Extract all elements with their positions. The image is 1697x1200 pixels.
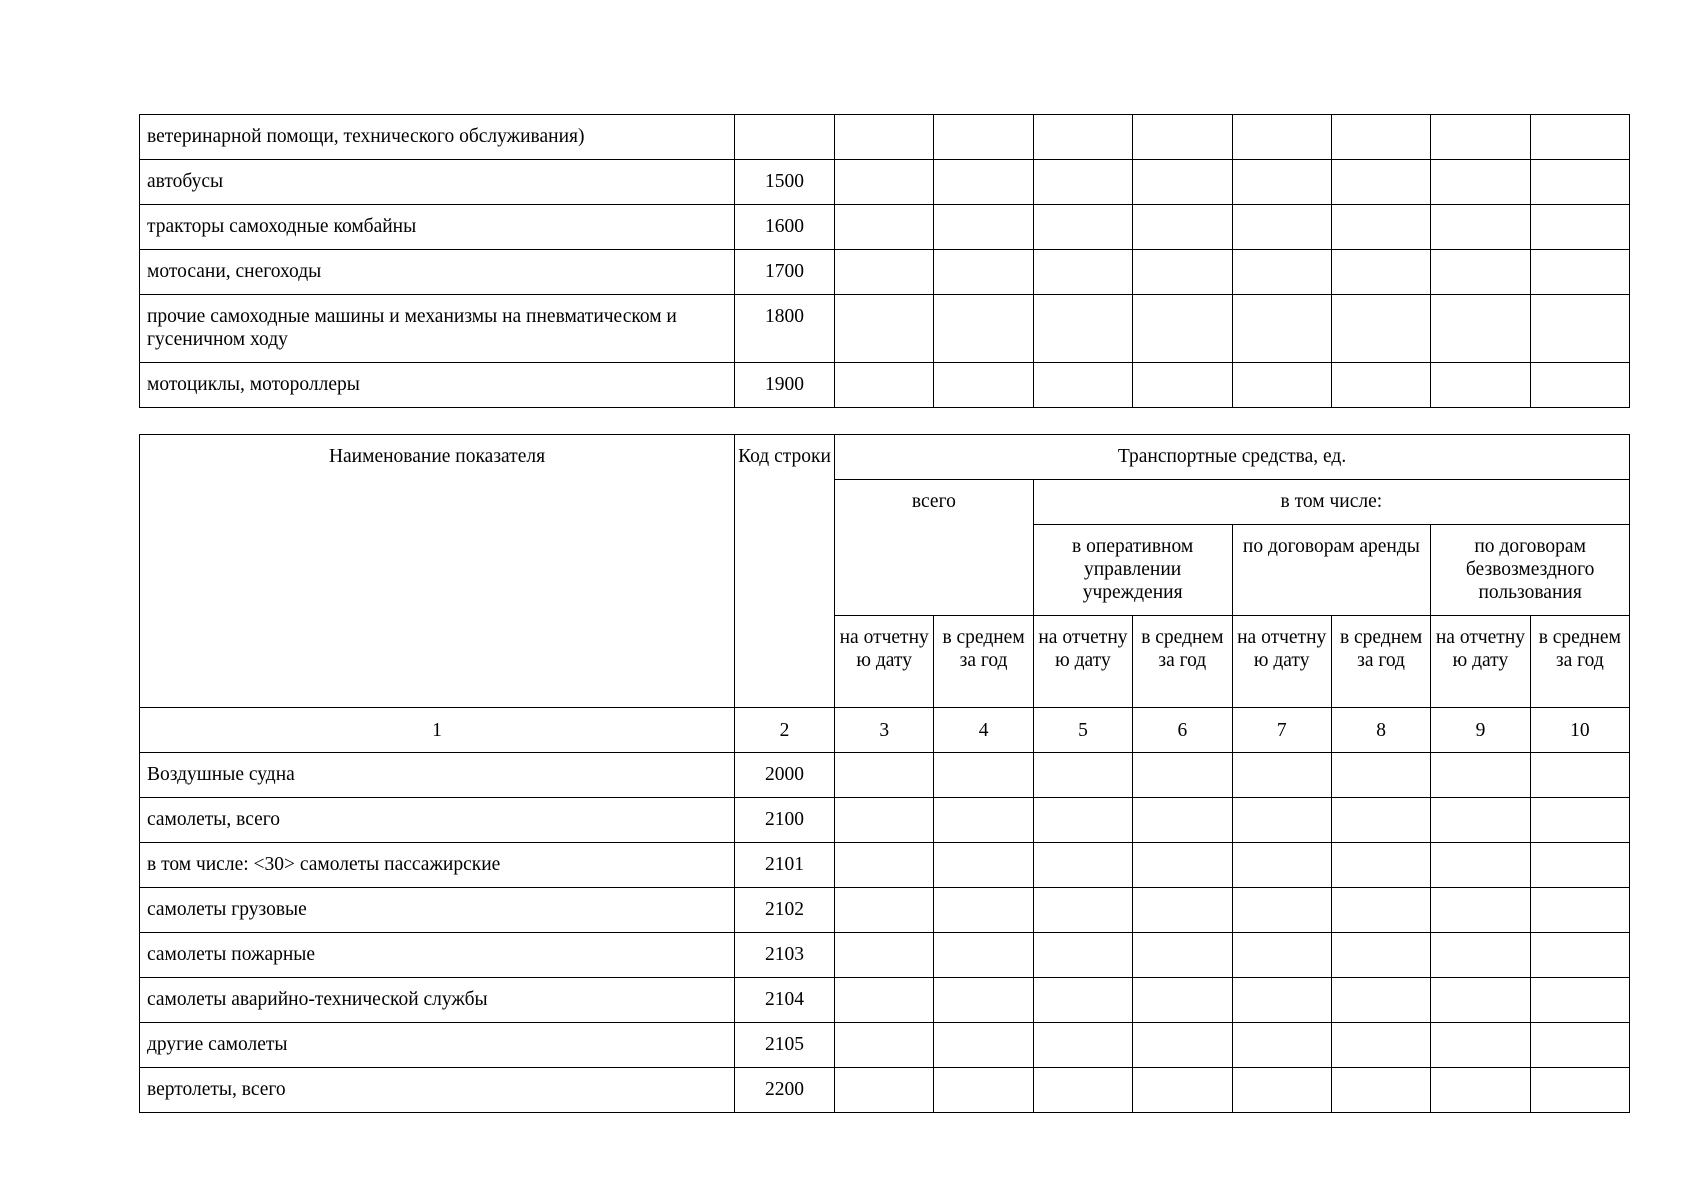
- header-lease: по договорам аренды: [1232, 525, 1431, 616]
- data-cell[interactable]: [1232, 798, 1331, 843]
- data-cell[interactable]: [1033, 1023, 1132, 1068]
- column-number: 5: [1033, 708, 1132, 753]
- row-name: в том числе: <30> самолеты пассажирские: [140, 843, 735, 888]
- row-name: Воздушные судна: [140, 753, 735, 798]
- row-name: самолеты аварийно-технической службы: [140, 978, 735, 1023]
- data-cell[interactable]: [1331, 753, 1430, 798]
- data-cell[interactable]: [1331, 978, 1430, 1023]
- data-cell[interactable]: [1331, 205, 1430, 250]
- data-cell[interactable]: [1331, 933, 1430, 978]
- data-cell[interactable]: [1033, 843, 1132, 888]
- header-on-date: на отчетну ю дату: [1033, 616, 1132, 708]
- data-cell[interactable]: [1331, 798, 1430, 843]
- data-cell[interactable]: [835, 1068, 934, 1113]
- data-cell[interactable]: [1232, 115, 1331, 160]
- header-code: Код строки: [735, 435, 835, 708]
- data-cell[interactable]: [1033, 753, 1132, 798]
- data-cell[interactable]: [934, 933, 1033, 978]
- data-cell[interactable]: [1530, 250, 1629, 295]
- data-cell[interactable]: [1232, 753, 1331, 798]
- row-code: 2101: [735, 843, 835, 888]
- data-cell[interactable]: [1033, 933, 1132, 978]
- data-cell[interactable]: [1331, 363, 1430, 408]
- row-name: ветеринарной помощи, технического обслуживания): [140, 115, 735, 160]
- top-table: [139, 114, 1630, 408]
- row-code: [735, 115, 835, 160]
- header-vehicles: Транспортные средства, ед.: [835, 435, 1630, 480]
- table-row: [140, 1023, 1630, 1068]
- data-cell[interactable]: [1232, 1023, 1331, 1068]
- data-cell[interactable]: [1232, 295, 1331, 363]
- data-cell[interactable]: [1133, 205, 1232, 250]
- data-cell[interactable]: [1530, 1023, 1629, 1068]
- data-cell[interactable]: [934, 843, 1033, 888]
- table-row: [140, 115, 1630, 160]
- data-cell[interactable]: [1431, 363, 1530, 408]
- row-code: 2100: [735, 798, 835, 843]
- column-number: 8: [1331, 708, 1430, 753]
- data-cell[interactable]: [1530, 753, 1629, 798]
- data-cell[interactable]: [1431, 1023, 1530, 1068]
- data-cell[interactable]: [835, 933, 934, 978]
- header-including: в том числе:: [1033, 480, 1629, 525]
- data-cell[interactable]: [1331, 160, 1430, 205]
- data-cell[interactable]: [835, 250, 934, 295]
- table-row: [140, 888, 1630, 933]
- row-code: 2105: [735, 1023, 835, 1068]
- header-avg-year: в среднем за год: [934, 616, 1033, 708]
- header-free-use: по договорам безвозмездного пользования: [1431, 525, 1630, 616]
- row-name: мотоциклы, мотороллеры: [140, 363, 735, 408]
- data-cell[interactable]: [1431, 933, 1530, 978]
- column-number: 2: [735, 708, 835, 753]
- data-cell[interactable]: [1530, 888, 1629, 933]
- data-cell[interactable]: [1331, 250, 1430, 295]
- data-cell[interactable]: [1530, 363, 1629, 408]
- data-cell[interactable]: [1331, 295, 1430, 363]
- data-cell[interactable]: [1232, 250, 1331, 295]
- data-cell[interactable]: [1033, 160, 1132, 205]
- data-cell[interactable]: [1033, 798, 1132, 843]
- header-on-date: на отчетну ю дату: [1431, 616, 1530, 708]
- table-row: [140, 160, 1630, 205]
- table-row: [140, 250, 1630, 295]
- data-cell[interactable]: [934, 205, 1033, 250]
- data-cell[interactable]: [835, 753, 934, 798]
- data-cell[interactable]: [1530, 115, 1629, 160]
- data-cell[interactable]: [1331, 115, 1430, 160]
- row-name: самолеты, всего: [140, 798, 735, 843]
- data-cell[interactable]: [934, 798, 1033, 843]
- data-cell[interactable]: [934, 1023, 1033, 1068]
- data-cell[interactable]: [835, 363, 934, 408]
- row-code: 1800: [735, 295, 835, 363]
- table-row: [140, 1068, 1630, 1113]
- data-cell[interactable]: [1530, 933, 1629, 978]
- row-code: 2102: [735, 888, 835, 933]
- data-cell[interactable]: [1431, 798, 1530, 843]
- column-number: 3: [835, 708, 934, 753]
- data-cell[interactable]: [1133, 295, 1232, 363]
- table-row: [140, 933, 1630, 978]
- column-number: 1: [140, 708, 735, 753]
- table-row: [140, 363, 1630, 408]
- data-cell[interactable]: [1033, 205, 1132, 250]
- column-number: 4: [934, 708, 1033, 753]
- data-cell[interactable]: [1133, 363, 1232, 408]
- header-avg-year: в среднем за год: [1331, 616, 1430, 708]
- data-cell[interactable]: [934, 295, 1033, 363]
- column-number: 7: [1232, 708, 1331, 753]
- column-number: 9: [1431, 708, 1530, 753]
- data-cell[interactable]: [835, 295, 934, 363]
- data-cell[interactable]: [934, 1068, 1033, 1113]
- row-code: 2000: [735, 753, 835, 798]
- data-cell[interactable]: [1331, 888, 1430, 933]
- row-name: автобусы: [140, 160, 735, 205]
- table-row: [140, 205, 1630, 250]
- data-cell[interactable]: [934, 250, 1033, 295]
- data-cell[interactable]: [934, 888, 1033, 933]
- data-cell[interactable]: [1133, 753, 1232, 798]
- row-name: прочие самоходные машины и механизмы на пневматическом и гусеничном ходу: [140, 295, 735, 363]
- data-cell[interactable]: [1431, 295, 1530, 363]
- data-cell[interactable]: [1133, 933, 1232, 978]
- column-number: 10: [1530, 708, 1629, 753]
- row-name: самолеты грузовые: [140, 888, 735, 933]
- data-cell[interactable]: [1133, 978, 1232, 1023]
- row-code: 2103: [735, 933, 835, 978]
- data-cell[interactable]: [1431, 160, 1530, 205]
- data-cell[interactable]: [835, 115, 934, 160]
- data-cell[interactable]: [1033, 888, 1132, 933]
- data-cell[interactable]: [1232, 363, 1331, 408]
- row-name: тракторы самоходные комбайны: [140, 205, 735, 250]
- data-cell[interactable]: [934, 753, 1033, 798]
- header-total: всего: [835, 480, 1034, 616]
- data-cell[interactable]: [835, 205, 934, 250]
- row-name: другие самолеты: [140, 1023, 735, 1068]
- data-cell[interactable]: [1033, 115, 1132, 160]
- data-cell[interactable]: [835, 843, 934, 888]
- data-cell[interactable]: [835, 888, 934, 933]
- data-cell[interactable]: [1431, 843, 1530, 888]
- data-cell[interactable]: [1133, 798, 1232, 843]
- data-cell[interactable]: [1431, 888, 1530, 933]
- data-cell[interactable]: [934, 363, 1033, 408]
- data-cell[interactable]: [835, 798, 934, 843]
- header-avg-year: в среднем за год: [1133, 616, 1232, 708]
- data-cell[interactable]: [934, 160, 1033, 205]
- data-cell[interactable]: [1431, 753, 1530, 798]
- table-row: [140, 295, 1630, 363]
- data-cell[interactable]: [1530, 978, 1629, 1023]
- data-cell[interactable]: [1331, 1023, 1430, 1068]
- data-cell[interactable]: [1431, 250, 1530, 295]
- row-name: мотосани, снегоходы: [140, 250, 735, 295]
- data-cell[interactable]: [1331, 843, 1430, 888]
- data-cell[interactable]: [1133, 1023, 1232, 1068]
- table-row: [140, 753, 1630, 798]
- data-cell[interactable]: [1232, 205, 1331, 250]
- data-cell[interactable]: [934, 978, 1033, 1023]
- data-cell[interactable]: [1133, 1068, 1232, 1113]
- row-code: 2200: [735, 1068, 835, 1113]
- row-name: вертолеты, всего: [140, 1068, 735, 1113]
- data-cell[interactable]: [1133, 888, 1232, 933]
- row-code: 1500: [735, 160, 835, 205]
- data-cell[interactable]: [1133, 250, 1232, 295]
- data-cell[interactable]: [1431, 205, 1530, 250]
- data-cell[interactable]: [835, 978, 934, 1023]
- data-cell[interactable]: [1331, 1068, 1430, 1113]
- data-cell[interactable]: [1431, 1068, 1530, 1113]
- data-cell[interactable]: [1530, 205, 1629, 250]
- data-cell[interactable]: [934, 115, 1033, 160]
- row-code: 1600: [735, 205, 835, 250]
- data-cell[interactable]: [1232, 933, 1331, 978]
- data-cell[interactable]: [1530, 295, 1629, 363]
- data-cell[interactable]: [1530, 843, 1629, 888]
- data-cell[interactable]: [1033, 250, 1132, 295]
- table-row: [140, 978, 1630, 1023]
- data-cell[interactable]: [1232, 843, 1331, 888]
- data-cell[interactable]: [1232, 978, 1331, 1023]
- data-cell[interactable]: [1033, 978, 1132, 1023]
- data-cell[interactable]: [1033, 1068, 1132, 1113]
- data-cell[interactable]: [835, 160, 934, 205]
- data-cell[interactable]: [835, 1023, 934, 1068]
- header-name: Наименование показателя: [140, 435, 735, 708]
- row-code: 1900: [735, 363, 835, 408]
- data-cell[interactable]: [1133, 115, 1232, 160]
- data-cell[interactable]: [1033, 295, 1132, 363]
- table-row: [140, 798, 1630, 843]
- main-table: [139, 434, 1630, 1113]
- data-cell[interactable]: [1530, 160, 1629, 205]
- header-avg-year: в среднем за год: [1530, 616, 1629, 708]
- header-on-date: на отчетну ю дату: [1232, 616, 1331, 708]
- data-cell[interactable]: [1431, 978, 1530, 1023]
- data-cell[interactable]: [1530, 1068, 1629, 1113]
- data-cell[interactable]: [1033, 363, 1132, 408]
- data-cell[interactable]: [1133, 160, 1232, 205]
- data-cell[interactable]: [1530, 798, 1629, 843]
- data-cell[interactable]: [1232, 888, 1331, 933]
- header-on-date: на отчетну ю дату: [835, 616, 934, 708]
- data-cell[interactable]: [1232, 1068, 1331, 1113]
- header-operative: в оперативном управлении учреждения: [1033, 525, 1232, 616]
- row-code: 1700: [735, 250, 835, 295]
- data-cell[interactable]: [1133, 843, 1232, 888]
- row-name: самолеты пожарные: [140, 933, 735, 978]
- column-number: 6: [1133, 708, 1232, 753]
- table-row: [140, 843, 1630, 888]
- data-cell[interactable]: [1232, 160, 1331, 205]
- data-cell[interactable]: [1431, 115, 1530, 160]
- row-code: 2104: [735, 978, 835, 1023]
